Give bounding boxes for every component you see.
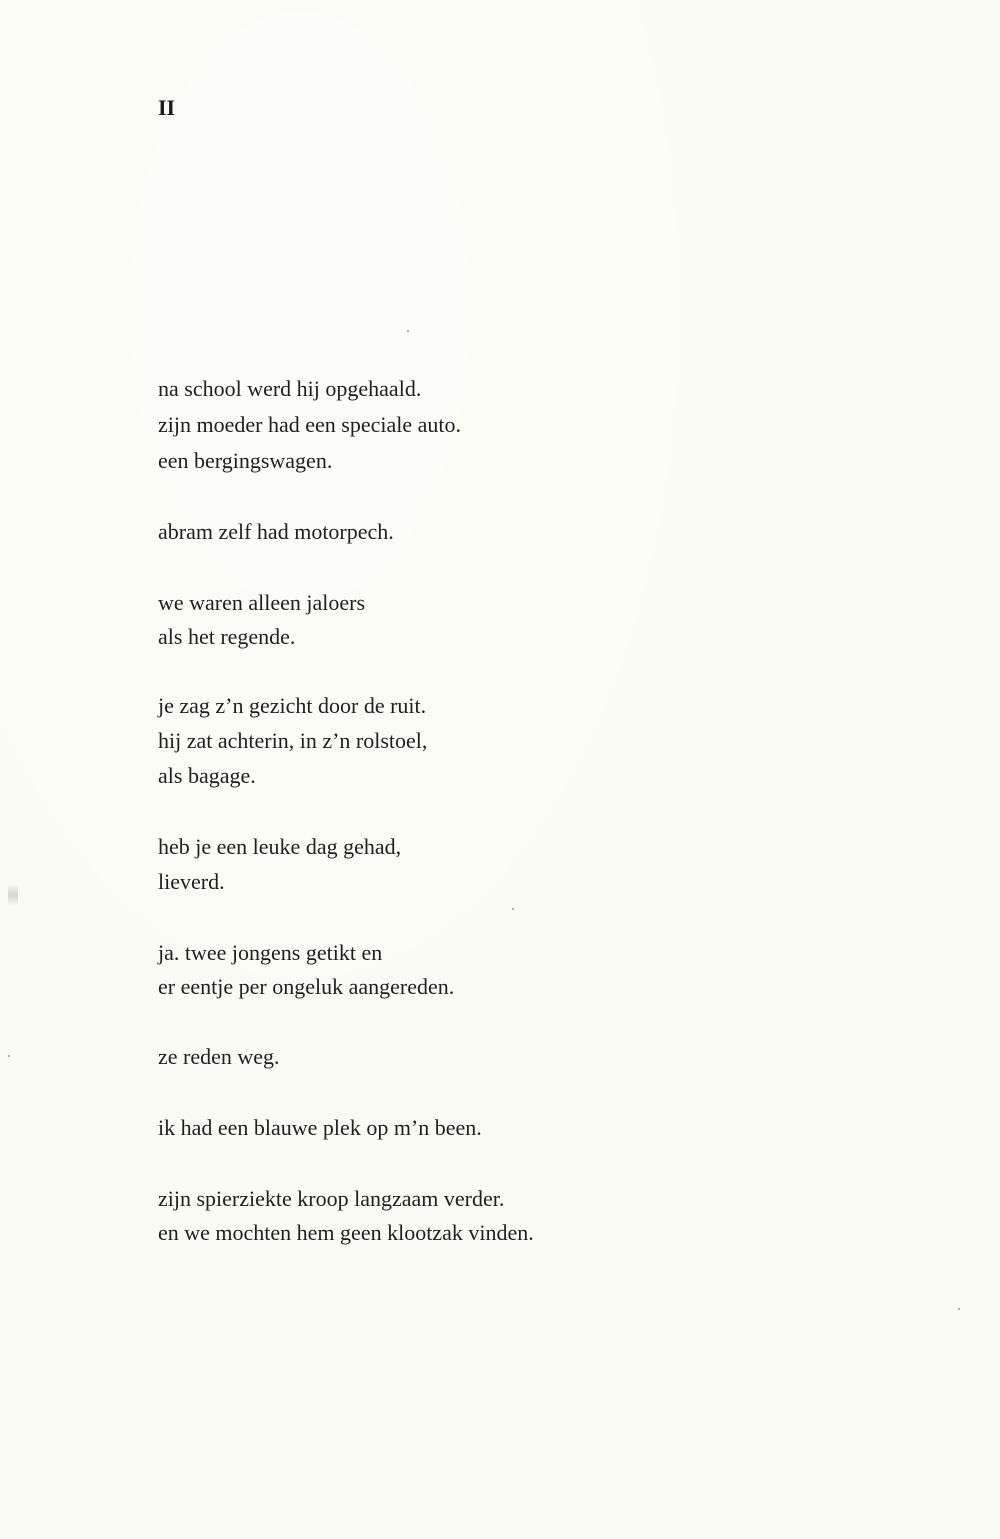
poem-line: en we mochten hem geen klootzak vinden.: [158, 1220, 534, 1245]
poem-line: ja. twee jongens getikt en: [158, 940, 383, 965]
poem-line: je zag z’n gezicht door de ruit.: [158, 693, 427, 718]
paper-edge-mark: [8, 884, 18, 906]
paper-speck: [958, 1308, 960, 1310]
poem-line: als het regende.: [158, 624, 296, 649]
poem-line: ik had een blauwe plek op m’n been.: [158, 1115, 482, 1140]
poem-line: een bergingswagen.: [158, 448, 333, 473]
poem-line: zijn moeder had een speciale auto.: [158, 412, 461, 437]
poem-line: als bagage.: [158, 763, 256, 788]
poem-line: abram zelf had motorpech.: [158, 519, 394, 544]
poem-line: lieverd.: [158, 869, 225, 894]
paper-speck: [8, 1055, 10, 1057]
poem-line: er eentje per ongeluk aangereden.: [158, 974, 455, 999]
poem-line: hij zat achterin, in z’n rolstoel,: [158, 728, 428, 753]
poem-line: we waren alleen jaloers: [158, 590, 366, 615]
poem-line: ze reden weg.: [158, 1044, 280, 1069]
section-number: II: [158, 95, 176, 120]
poem-line: na school werd hij opgehaald.: [158, 376, 422, 401]
poem-line: heb je een leuke dag gehad,: [158, 834, 402, 859]
paper-speck: [512, 908, 514, 910]
poem-line: zijn spierziekte kroop langzaam verder.: [158, 1186, 505, 1211]
paper-speck: [407, 330, 409, 332]
